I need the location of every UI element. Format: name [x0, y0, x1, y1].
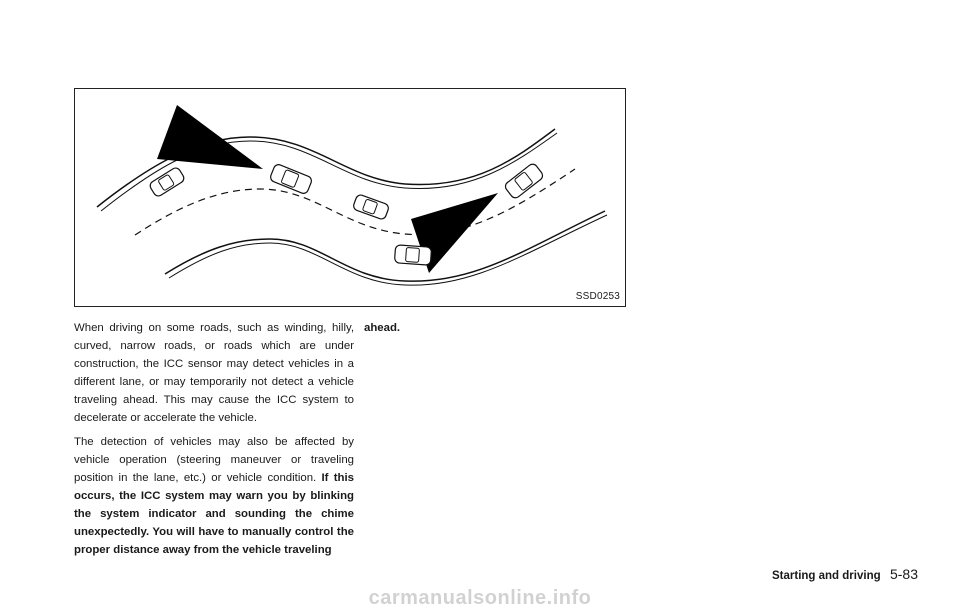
car-5	[503, 162, 544, 200]
paragraph-1: When driving on some roads, such as winding, hilly, curved, narrow roads, or roads which are under construction, the ICC sensor may detect vehicles in a different lane, or may temporarily not detect a vehicle traveling ahead. This may cause the ICC system to decelerate or accelerate the vehicle.	[74, 322, 354, 424]
road-lower-edge	[165, 211, 605, 281]
paragraph-2-continued: ahead.	[364, 322, 401, 334]
winding-road-diagram	[75, 89, 625, 306]
road-lower-edge-inner	[169, 215, 607, 285]
car-4	[394, 245, 431, 265]
car-1	[148, 166, 185, 198]
page-footer	[772, 566, 918, 582]
paragraph-2-normal: The detection of vehicles may also be affected by vehicle operation (steering maneuver or traveling position in the lane, etc.) or vehicle condition.	[74, 436, 354, 484]
watermark: carmanualsonline.info	[368, 587, 592, 609]
text-column-right	[364, 319, 644, 343]
paragraph-2	[74, 433, 354, 559]
section-name: Starting and driving	[772, 570, 881, 582]
car-3	[352, 194, 389, 221]
page-number: 5-83	[889, 566, 918, 582]
text-column-left	[74, 319, 354, 565]
figure-code: SSD0253	[575, 291, 620, 302]
road-illustration	[74, 88, 626, 307]
paragraph-2-bold: If this occurs, the ICC system may warn you by blinking the system indicator and sounding the chime unexpectedly. You will have to manually control the proper distance away from the vehicle traveling	[74, 472, 355, 556]
